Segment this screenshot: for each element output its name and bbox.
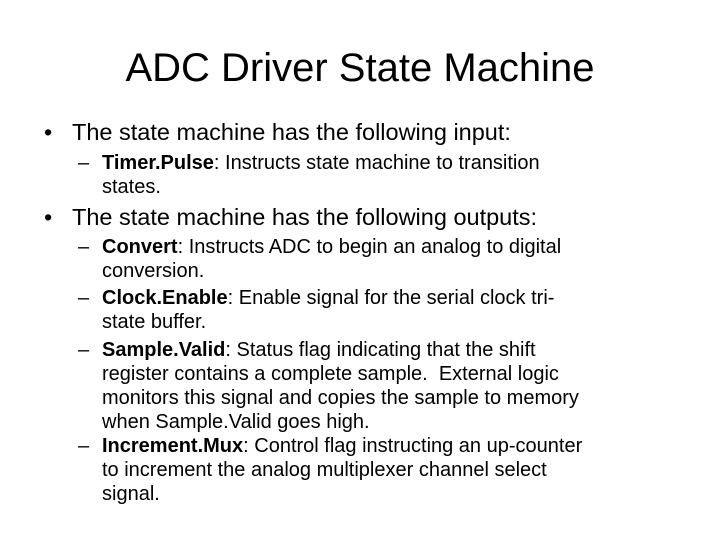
subitem-clock-enable bbox=[78, 286, 698, 334]
subitem-text bbox=[102, 434, 682, 506]
dash-marker: – bbox=[78, 287, 90, 309]
dash-marker: – bbox=[78, 339, 90, 361]
subitem-line: signal. bbox=[102, 483, 160, 505]
subitem-text bbox=[102, 286, 682, 334]
bullet-inputs-heading: The state machine has the following input: bbox=[72, 119, 511, 145]
bullet-outputs-heading: The state machine has the following outputs: bbox=[72, 204, 538, 230]
subitem-line: register contains a complete sample. External logic bbox=[102, 363, 559, 385]
subitem-line: states. bbox=[102, 176, 161, 198]
term-description: : Control flag instructing an up-counter bbox=[243, 435, 583, 457]
subitem-line bbox=[102, 235, 682, 259]
dash-marker: – bbox=[78, 435, 90, 457]
subitem-line: when Sample.Valid goes high. bbox=[102, 411, 370, 433]
slide-title: ADC Driver State Machine bbox=[125, 46, 595, 90]
subitem-line: monitors this signal and copies the sample to memory bbox=[102, 387, 579, 409]
dash-marker: – bbox=[78, 236, 90, 258]
subitem-line bbox=[102, 338, 682, 362]
subitem-text bbox=[102, 338, 682, 434]
term-description: : Instructs state machine to transition bbox=[213, 152, 540, 174]
subitem-line bbox=[102, 434, 682, 458]
term-label: Timer.Pulse bbox=[102, 152, 214, 174]
term-description: : Instructs ADC to begin an analog to digital bbox=[177, 236, 562, 258]
term-label: Clock.Enable bbox=[102, 287, 228, 309]
subitem-line: conversion. bbox=[102, 260, 205, 282]
bullet-marker: • bbox=[44, 204, 53, 230]
subitem-timer-pulse bbox=[78, 151, 698, 199]
subitem-line bbox=[102, 286, 682, 310]
subitem-line bbox=[102, 151, 682, 175]
subitem-text bbox=[102, 235, 682, 283]
term-label: Increment.Mux bbox=[102, 435, 244, 457]
subitem-convert bbox=[78, 235, 698, 283]
subitem-increment-mux bbox=[78, 434, 698, 506]
subitem-line: state buffer. bbox=[102, 311, 207, 333]
term-description: : Status flag indicating that the shift bbox=[225, 339, 536, 361]
term-description: : Enable signal for the serial clock tri- bbox=[227, 287, 555, 309]
subitem-sample-valid bbox=[78, 338, 698, 434]
bullet-marker: • bbox=[44, 119, 53, 145]
term-label: Convert bbox=[102, 236, 178, 258]
subitem-line: to increment the analog multiplexer channel select bbox=[102, 459, 547, 481]
subitem-text bbox=[102, 151, 682, 199]
term-label: Sample.Valid bbox=[102, 339, 226, 361]
dash-marker: – bbox=[78, 152, 90, 174]
